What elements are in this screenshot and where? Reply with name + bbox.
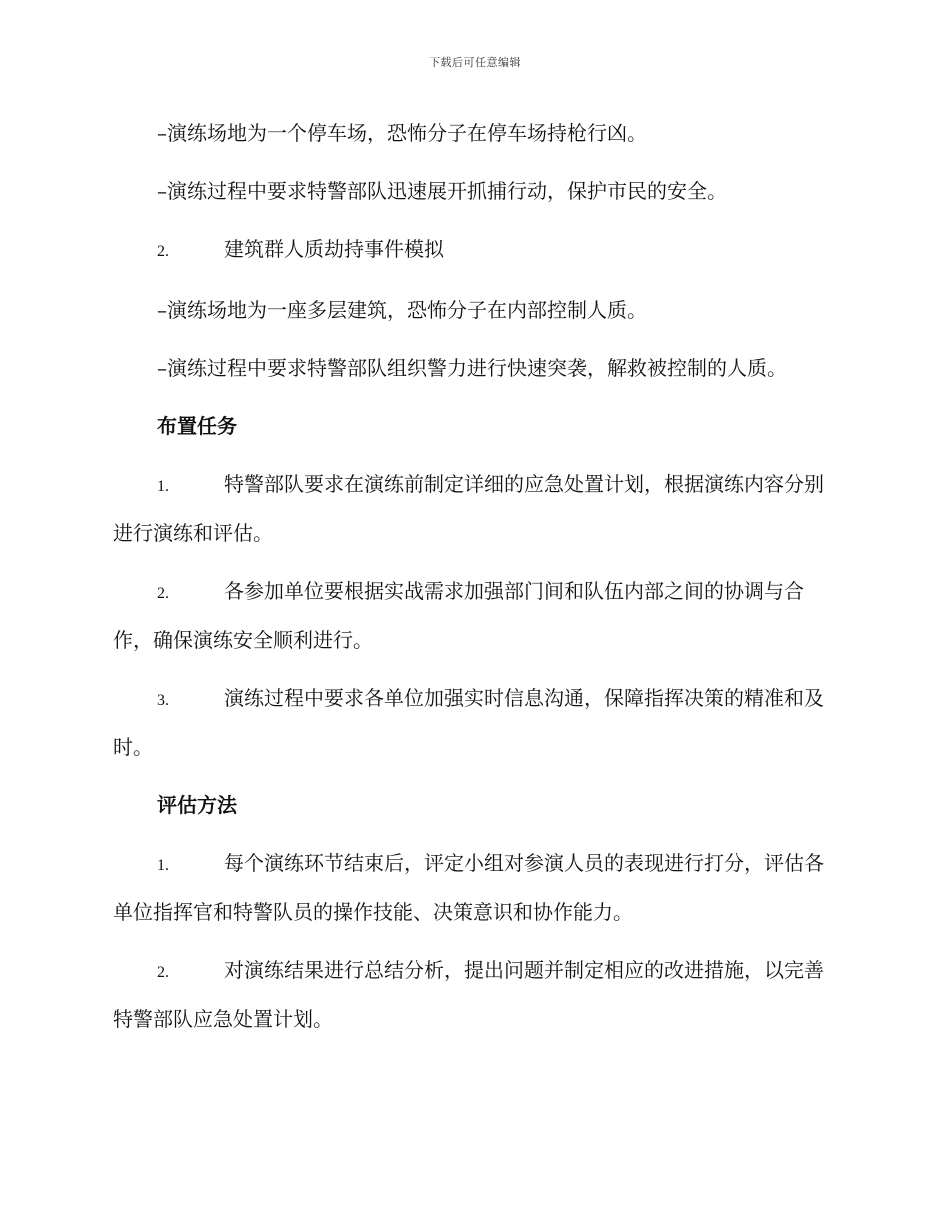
item-number: 1. bbox=[157, 857, 169, 874]
item-number: 3. bbox=[157, 692, 169, 709]
page-header-note: 下载后可任意编辑 bbox=[429, 56, 521, 69]
item-number: 2. bbox=[157, 585, 169, 602]
numbered-item bbox=[113, 675, 835, 770]
item-text: 各参加单位要根据实战需求加强部门间和队伍内部之间的协调与合作，确保演练安全顺利进行。 bbox=[113, 579, 804, 652]
numbered-item bbox=[113, 568, 835, 663]
bullet-paragraph: –演练场地为一座多层建筑，恐怖分子在内部控制人质。 bbox=[157, 298, 647, 322]
numbered-item bbox=[113, 840, 835, 935]
bullet-paragraph: –演练场地为一个停车场，恐怖分子在停车场持枪行凶。 bbox=[157, 121, 647, 145]
numbered-item bbox=[113, 947, 835, 1042]
numbered-item bbox=[113, 461, 835, 556]
item-text: 演练过程中要求各单位加强实时信息沟通，保障指挥决策的精准和及时。 bbox=[113, 686, 824, 759]
section-heading-evaluation: 评估方法 bbox=[157, 793, 237, 817]
numbered-item bbox=[113, 226, 835, 275]
section-heading-tasks: 布置任务 bbox=[157, 414, 237, 438]
item-number: 2. bbox=[157, 964, 169, 981]
item-text: 建筑群人质劫持事件模拟 bbox=[224, 237, 444, 261]
item-number: 1. bbox=[157, 478, 169, 495]
item-text: 每个演练环节结束后，评定小组对参演人员的表现进行打分，评估各单位指挥官和特警队员的操作技能、决策意识和协作能力。 bbox=[113, 851, 824, 924]
bullet-paragraph: –演练过程中要求特警部队迅速展开抓捕行动，保护市民的安全。 bbox=[157, 179, 727, 203]
item-number: 2. bbox=[157, 243, 169, 260]
bullet-paragraph: –演练过程中要求特警部队组织警力进行快速突袭，解救被控制的人质。 bbox=[157, 356, 787, 380]
item-text: 对演练结果进行总结分析，提出问题并制定相应的改进措施，以完善特警部队应急处置计划。 bbox=[113, 958, 824, 1031]
item-text: 特警部队要求在演练前制定详细的应急处置计划，根据演练内容分别进行演练和评估。 bbox=[113, 472, 824, 545]
document-body bbox=[113, 110, 835, 1054]
